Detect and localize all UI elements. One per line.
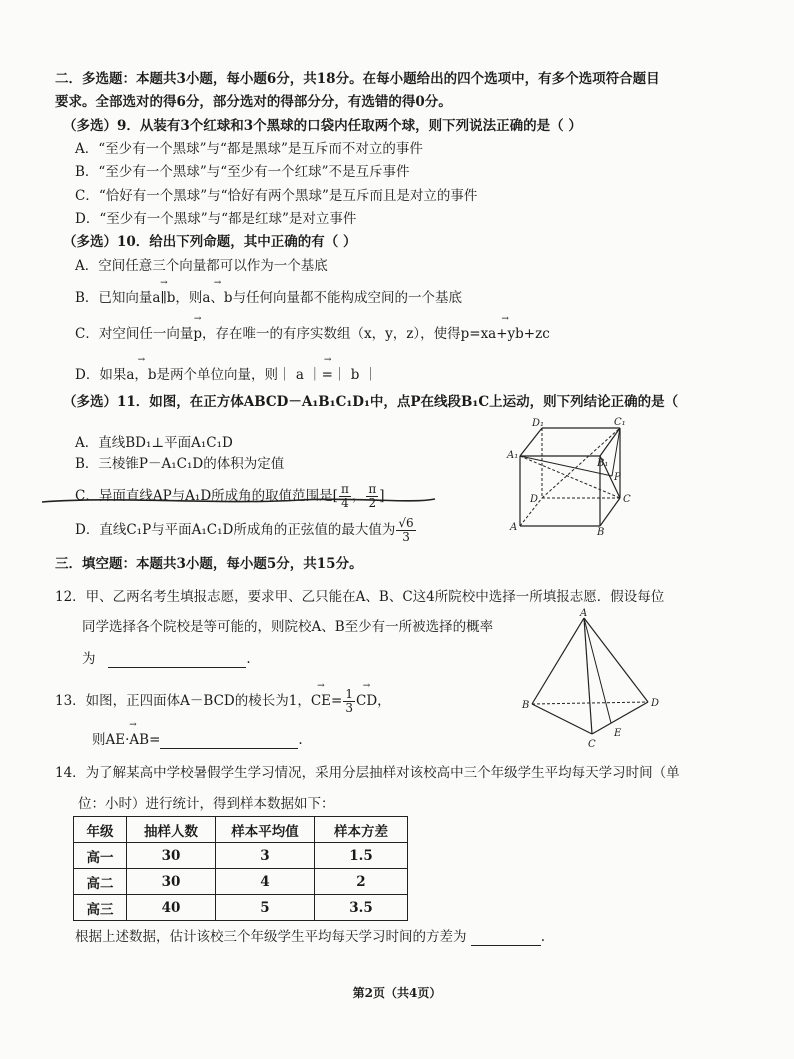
fraction-1-3: $\frac{1}{3}$	[345, 687, 353, 715]
q12-line3: 为 .	[82, 651, 251, 667]
q9-stem: （多选）9．从装有3个红球和3个黑球的口袋内任取两个球，则下列说法正确的是（ ）	[63, 118, 582, 134]
tetra-label-d: D	[651, 698, 660, 709]
q9-option-d: D．“至少有一个黑球”与“都是红球”是对立事件	[75, 211, 357, 227]
cube-label-b: B	[597, 527, 605, 538]
fraction-pi-2: $\frac{\pi}{2}$	[368, 482, 377, 510]
page-footer: 第2页（共4页）	[352, 986, 442, 1000]
section3-header: 三．填空题：本题共3小题，每小题5分，共15分。	[55, 556, 363, 572]
cube-label-a: A	[510, 522, 518, 533]
q9-option-b: B．“至少有一个黑球”与“至少有一个红球”不是互斥事件	[75, 164, 410, 180]
vector-a-comma-b: → a，b	[126, 366, 156, 384]
cube-label-a1: A₁	[507, 450, 519, 461]
fraction-pi-4: $\frac{\pi}{4}$	[340, 482, 349, 510]
tetra-label-b: B	[522, 700, 530, 711]
table-cell: 高二	[74, 869, 127, 895]
cube-label-p: P	[614, 472, 621, 483]
q14-line1: 14．为了解某高中学校暑假学生学习情况，采用分层抽样对该校高中三个年级学生平均每天学习时间（单	[55, 765, 680, 781]
cube-label-c: C	[623, 494, 631, 505]
cube-label-d: D	[530, 494, 539, 505]
q13-answer-blank[interactable]	[160, 734, 298, 749]
q12-line1: 12．甲、乙两名考生填报志愿，要求甲、乙只能在A、B、C这4所院校中选择一所填报志愿．假设每位	[55, 589, 665, 605]
sample-data-table	[73, 816, 408, 921]
section2-header-line2: 要求。全部选对的得6分，部分选对的得部分分，有选错的得0分。	[55, 94, 452, 110]
q11-option-b: B．三棱锥P－A₁C₁D的体积为定值	[75, 456, 285, 472]
q11-stem: （多选）11．如图，在正方体ABCD－A₁B₁C₁D₁中，点P在线段B₁C上运动，则下列结论正确的是（	[63, 394, 679, 410]
table-cell: 2	[315, 869, 408, 895]
vector-parallel-expr: → a∥b	[152, 289, 175, 307]
table-header-cell: 样本方差	[315, 817, 408, 843]
tetrahedron-figure	[520, 608, 670, 748]
q13-line2: 则→ AE·AB= .	[92, 731, 303, 749]
table-cell: 3	[216, 843, 315, 869]
vector-cd: → CD	[356, 692, 377, 710]
table-cell: 5	[216, 895, 315, 921]
table-header-row	[74, 817, 408, 843]
table-cell: 30	[127, 869, 216, 895]
tetra-label-a: A	[580, 608, 588, 619]
table-cell: 40	[127, 895, 216, 921]
table-header-cell: 年级	[74, 817, 127, 843]
q14-after-table: 根据上述数据，估计该校三个年级学生平均每天学习时间的方差为 .	[75, 929, 546, 945]
q10-option-a: A．空间任意三个向量都可以作为一个基底	[75, 258, 328, 274]
q14-answer-blank[interactable]	[471, 931, 541, 946]
q12-line2: 同学选择各个院校是等可能的，则院校A、B至少有一所被选择的概率	[82, 619, 494, 635]
table-cell: 高一	[74, 843, 127, 869]
tetra-label-c: C	[588, 739, 596, 750]
vector-ce: → CE	[311, 692, 331, 710]
vector-decomposition: → p=xa+yb+zc	[461, 325, 550, 343]
q11-option-d: D．直线C₁P与平面A₁C₁D所成角的正弦值的最大值为 $\frac{√6}{3}$	[75, 516, 414, 544]
table-row	[74, 895, 408, 921]
abs-equality: → ｜ a ｜=｜ b ｜	[278, 366, 377, 384]
table-header-cell: 抽样人数	[127, 817, 216, 843]
fraction-sqrt6-3: $\frac{√6}{3}$	[398, 516, 414, 544]
q14-line2: 位：小时）进行统计，得到样本数据如下：	[78, 796, 335, 812]
tetra-label-e: E	[614, 728, 622, 739]
cube-label-d1: D₁	[532, 418, 545, 429]
table-cell: 4	[216, 869, 315, 895]
vector-a-b-pair: → a、b	[202, 289, 232, 307]
q11-option-c: C．异面直线AP与A₁D所成角的取值范围是[ $\frac{\pi}{4}$ ， $\frac{\pi}{2}$ ]	[75, 482, 385, 510]
q10-stem: （多选）10．给出下列命题，其中正确的有（ ）	[63, 234, 357, 250]
q10-option-c: C．对空间任一向量→ p，存在唯一的有序实数组（x，y，z），使得→ p=xa+yb+zc	[75, 325, 550, 343]
table-header-cell: 样本平均值	[216, 817, 315, 843]
cube-label-c1: C₁	[614, 417, 626, 428]
q10-option-d: D．如果→ a，b是两个单位向量，则→ ｜ a ｜=｜ b ｜	[75, 366, 377, 384]
table-cell: 高三	[74, 895, 127, 921]
cube-figure	[500, 418, 640, 538]
q9-option-a: A．“至少有一个黑球”与“都是黑球”是互斥而不对立的事件	[75, 141, 423, 157]
q10-option-b: B．已知向量→ a∥b，则→ a、b与任何向量都不能构成空间的一个基底	[75, 289, 462, 307]
q12-answer-blank[interactable]	[108, 653, 246, 668]
cube-label-b1: B₁	[597, 458, 609, 469]
table-row	[74, 869, 408, 895]
handwritten-underline-stroke	[40, 492, 440, 512]
vector-p: → p	[193, 325, 202, 343]
table-row	[74, 843, 408, 869]
table-cell: 1.5	[315, 843, 408, 869]
q11-option-a: A．直线BD₁⊥平面A₁C₁D	[75, 435, 233, 451]
dot-product-expr: → AE·AB=	[106, 731, 161, 749]
q9-option-c: C．“恰好有一个黑球”与“恰好有两个黑球”是互斥而且是对立的事件	[75, 188, 478, 204]
table-cell: 3.5	[315, 895, 408, 921]
table-cell: 30	[127, 843, 216, 869]
section2-header-line1: 二．多选题：本题共3小题，每小题6分，共18分。在每小题给出的四个选项中，有多个选项符合题目	[55, 71, 660, 87]
q13-line1: 13．如图，正四面体A－BCD的棱长为1，→ CE= $\frac{1}{3}$ → CD，	[55, 688, 391, 715]
